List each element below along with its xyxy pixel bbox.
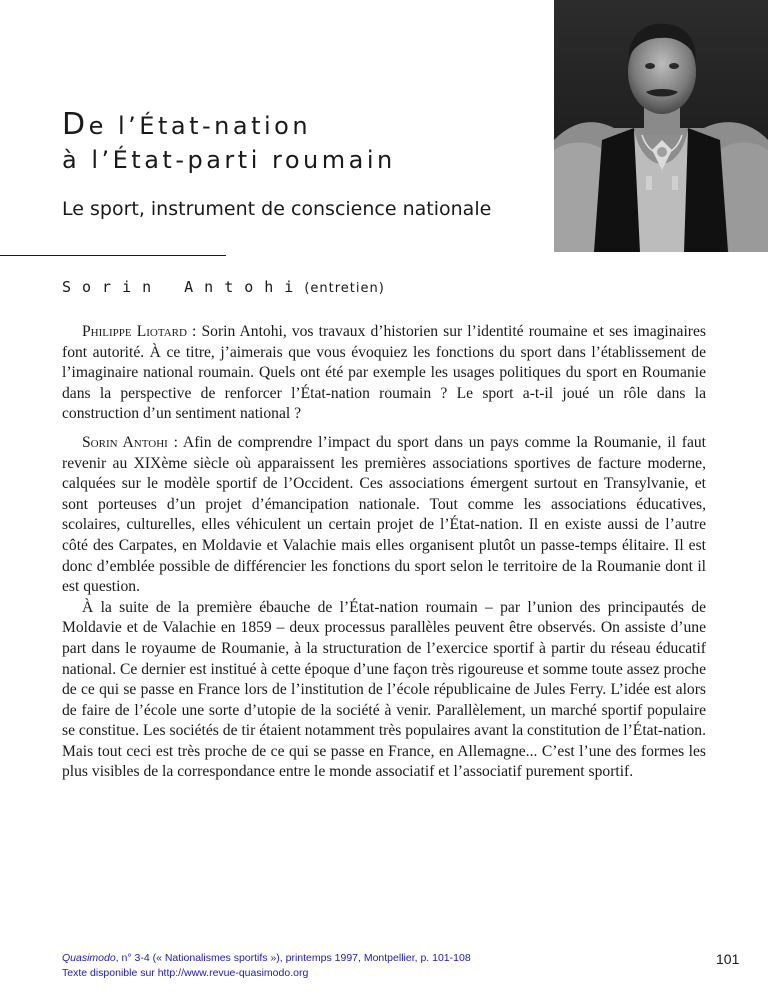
author-last-name: Antohi [184, 278, 305, 296]
page-number: 101 [716, 951, 740, 967]
citation-line [62, 951, 471, 966]
author-line [62, 278, 385, 296]
speaker-name: Philippe Liotard [82, 323, 187, 340]
athlete-portrait-photo [554, 0, 768, 252]
author-role: (entretien) [304, 281, 385, 296]
title-initial: D [62, 107, 89, 142]
article-body [62, 322, 706, 791]
author-first-name: Sorin [62, 278, 163, 296]
interview-answer-continued [62, 598, 706, 783]
interview-answer [62, 433, 706, 598]
title-line-1: e l’État-nation [88, 112, 312, 140]
interview-question [62, 322, 706, 425]
citation-footer [62, 951, 471, 981]
article-subtitle: Le sport, instrument de conscience nationale [62, 198, 492, 220]
journal-name: Quasimodo [62, 952, 116, 964]
speaker-name: Sorin Antohi [82, 433, 168, 451]
availability-link[interactable]: Texte disponible sur http://www.revue-quasimodo.org [62, 967, 309, 979]
paragraph-text: : Sorin Antohi, vos travaux d’historien sur l’identité roumaine et ses imaginaires font autorité. À ce titre, j’aimerais que vous évoquiez les fonctions du sport dans l’établissement de l’imaginaire national roumain. Quels ont été par exemple les usages politiques du sport en Roumanie dans la perspective de renforcer l’État-nation roumain ? Le sport a-t-il joué un rôle dans la construction d’un sentiment national ? [62, 323, 706, 423]
paragraph-text: À la suite de la première ébauche de l’État-nation roumain – par l’union des principautés de Moldavie et de Valachie en 1859 – deux processus parallèles peuvent être observés. On assiste d’une part dans le royaume de Roumanie, à la structuration de l’exercice sportif à partir du réseau éducatif national. Ce dernier est institué à cette époque d’une façon très rigoureuse et somme toute assez proche de ce qui se passe en France lors de l’institution de l’école républicaine de Jules Ferry. L’idée est alors de faire de l’école une sorte d’utopie de la société à venir. Parallèlement, un marché sportif populaire se constitue. Les sociétés de tir étaient notamment très populaires avant la constitution de l’État-nation. Mais tout ceci est très proche de ce qui se passe en France, en Allemagne... C’est l’une des formes les plus visibles de la correspondance entre le monde associatif et l’associatif purement sportif. [62, 598, 706, 781]
citation-details: , n° 3-4 (« Nationalismes sportifs »), printemps 1997, Montpellier, p. 101-108 [115, 952, 471, 964]
title-divider [0, 255, 226, 256]
paragraph-text: : Afin de comprendre l’impact du sport dans un pays comme la Roumanie, il faut revenir au XIXème siècle où apparaissent les premières associations sportives de facture moderne, calquées sur le modèle sportif de l’Occident. Ces associations émergent surtout en Transylvanie, et sont porteuses d’un projet d’émancipation nationale. Tout comme les associations éducatives, scolaires, culturelles, elles véhiculent un certain projet de l’État-nation. Il en existe aussi de l’autre côté des Carpates, en Moldavie et Valachie mais elles organisent plutôt un passe-temps élitaire. Il est donc d’emblée possible de différencier les fonctions du sport selon le territoire de la Roumanie dont il est question. [62, 433, 706, 596]
title-line-2: à l’État-parti roumain [62, 146, 396, 174]
article-title [62, 108, 396, 177]
